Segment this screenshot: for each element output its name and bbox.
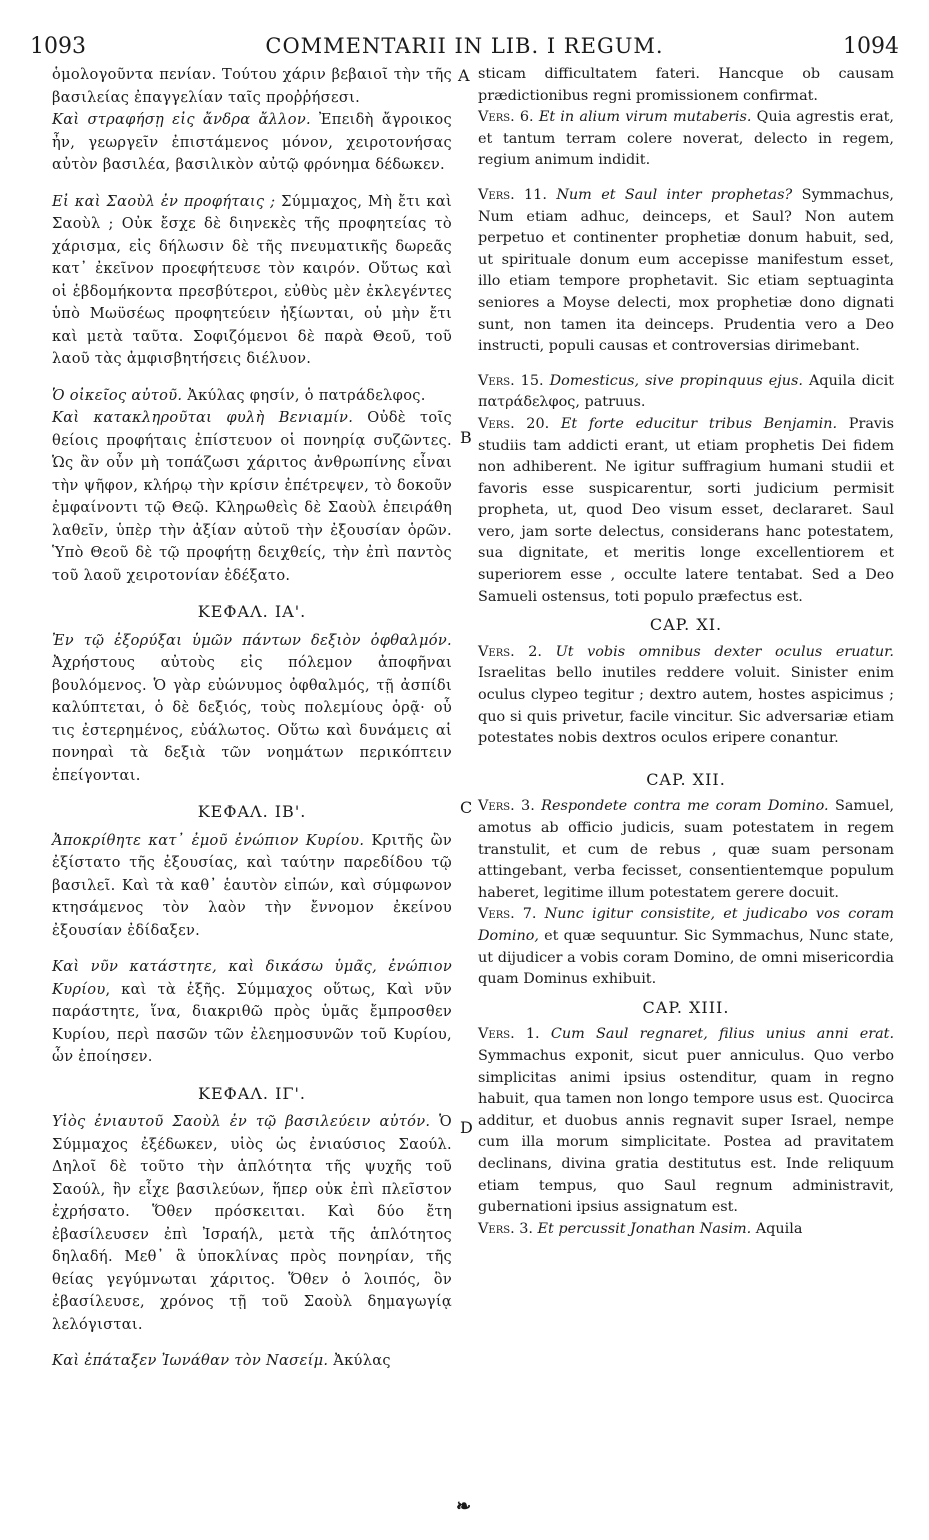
latin-paragraph xyxy=(478,371,894,414)
margin-marker-d: D xyxy=(460,1118,473,1137)
chapter-heading-greek: ΚΕΦΑΛ. ΙΒ'. xyxy=(197,802,307,821)
verse-number: Vers. 7. xyxy=(478,906,537,923)
latin-text: Israelitas bello inutiles reddere voluit. Sinister enim oculus clypeo tegitur ; dextro autem, hostes aspicimus ; quo si quis privetur, facile vincitur. Sic adversariæ etiam potestates nobis dextros oculos eripere conantur. xyxy=(478,665,894,747)
page-header xyxy=(30,34,899,64)
latin-text: Aquila xyxy=(751,1220,803,1237)
verse-number: Vers. 3. xyxy=(478,1220,533,1237)
latin-text: Aquila dicit πατράδελφος, patruus. xyxy=(478,372,894,411)
greek-paragraph xyxy=(52,64,452,109)
latin-lemma: Et in alium virum mutaberis. xyxy=(538,109,752,126)
greek-paragraph xyxy=(52,1350,452,1373)
greek-lemma: Ὁ οἰκεῖος αὐτοῦ. xyxy=(52,386,183,404)
latin-lemma: Domesticus, sive propinquus ejus. xyxy=(549,372,803,389)
latin-paragraph xyxy=(478,414,894,608)
greek-paragraph xyxy=(52,630,452,788)
latin-paragraph xyxy=(478,904,894,990)
greek-text: Κριτῆς ὢν ἐξίστατο τῆς ἐξουσίας, καὶ ταύτην παρεδίδου τῷ βασιλεῖ. Καὶ τὰ καθ᾽ ἑαυτὸν εἰπών, καὶ σύμφωνον κτησάμενος τὸν λαὸν τὴν ἔννομον ἐκείνου ἐξουσίαν ἐδίδαξεν. xyxy=(52,831,452,939)
greek-lemma: Καὶ νῦν κατάστητε, καὶ δικάσω ὑμᾶς, ἐνώπιον Κυρίου xyxy=(52,958,452,998)
latin-column xyxy=(478,64,894,1240)
latin-paragraph xyxy=(478,64,894,107)
chapter-heading-latin: CAP. XII. xyxy=(646,769,726,789)
greek-paragraph xyxy=(52,385,452,408)
greek-paragraph xyxy=(52,407,452,587)
greek-text: Οὐδὲ τοῖς θείοις προφήταις ἐπίστευον οἱ πονηρίᾳ συζῶντες. Ὡς ἂν οὖν μὴ τοπάζωσι χάριτος ἀνθρωπίνης εἶναι τὴν ψῆφον, κλήρῳ τὴν κρίσιν ἐπέτρεψεν, τὸ δοκοῦν ἐμφαίνοντι τῷ Θεῷ. Κληρωθεὶς δὲ Σαοὺλ ἐπειράθη λαθεῖν, ὑπὲρ τὴν ἀξίαν αὐτοῦ τὴν ἐξουσίαν ὁρῶν. Ὑπὸ Θεοῦ δὲ τῷ προφήτῃ δειχθείς, τὴν ἐπὶ παντὸς τοῦ λαοῦ χειροτονίαν ἐδέξατο. xyxy=(52,409,452,584)
verse-number: Vers. 15. xyxy=(478,372,544,389)
latin-text: Quia agrestis erat, et tantum terram colere noverat, delecto in regem, regium animum indidit. xyxy=(478,109,895,169)
verse-number: Vers. 1. xyxy=(478,1026,540,1043)
greek-column xyxy=(52,64,452,1373)
margin-marker-b: B xyxy=(460,428,472,447)
latin-text: Symmachus exponit, sicut puer anniculus. Quo verbo simplicitas animi ipsius ostenditur, quam in regno habuit, qua tamen non longo tempore usus est. Quocirca additur, et duobus annis regnavit super Israel, nempe cum illa morum simplicitate. Postea ad pravitatem declinans, divina gratia destitutus est. Inde reliquum etiam tempus, quo Saul regnum administravit, gubernationi ipsius assignatum est. xyxy=(478,1047,894,1216)
latin-text: Pravis studiis tam addicti erant, ut etiam prophetis Dei fidem non adhiberent. Ne igitur suffragium humani studii et favoris esse suspicarentur, sorti judicium permisit propheta, ut, quod Deo visum esset, declararet. Saul vero, jam sorte delectus, considerans hanc potestatem, sua dignitate, et meritis longe excellentiorem et superiorem esse , occulte latere tentabat. Sed a Deo Samueli ostensus, toti populo præfectus est. xyxy=(478,415,895,605)
greek-paragraph xyxy=(52,109,452,177)
verse-number: Vers. 11. xyxy=(478,186,547,203)
greek-text: Ὁ Σύμμαχος ἐξέδωκεν, υἱὸς ὡς ἐνιαύσιος Σαούλ. Δηλοῖ δὲ τοῦτο τὴν ἁπλότητα τῆς ψυχῆς τοῦ Σαούλ, ἣν εἶχε βασιλεύων, ἥπερ οὐκ ἐπὶ πλεῖστον ἐχρήσατο. Ὅθεν πρόσκειται. Καὶ δύο ἔτη ἐβασίλευσεν ἐπὶ Ἰσραήλ, μετὰ τῆς ἁπλότητος δηλαδή. Μεθ᾽ ἃ ὑποκλίνας πρὸς πονηρίαν, τῆς θείας γεγύμνωται χάριτος. Ὅθεν ὁ λοιπός, ὃν ἐβασίλευσε, χρόνος τῇ τοῦ Σαοὺλ δημαγωγίᾳ λελόγισται. xyxy=(52,1113,453,1333)
chapter-heading-greek: ΚΕΦΑΛ. ΙΑ'. xyxy=(197,602,307,621)
latin-lemma: Et forte educitur tribus Benjamin. xyxy=(560,415,838,432)
verse-number: Vers. 2. xyxy=(478,643,542,660)
greek-lemma: Καὶ κατακληροῦται φυλὴ Βενιαμίν. xyxy=(52,409,354,426)
latin-paragraph xyxy=(478,642,894,750)
greek-text: Ἐπειδὴ ἄγροικος ἦν, γεωργεῖν ἐπιστάμενος μόνον, χειροτονήσας αὐτὸν βασιλέα, βασιλικὸν αὐτῷ φρόνημα δέδωκεν. xyxy=(52,111,452,173)
greek-text: Ἀκύλας φησίν, ὁ πατράδελφος. xyxy=(182,386,426,404)
latin-paragraph xyxy=(478,1024,894,1218)
running-title: COMMENTARII IN LIB. I REGUM. xyxy=(265,34,664,58)
greek-lemma: Ἐν τῷ ἐξορύξαι ὑμῶν πάντων δεξιὸν ὀφθαλμόν. xyxy=(52,631,452,649)
printer-ornament: ❧ xyxy=(456,1496,472,1517)
greek-lemma: Καὶ στραφήσῃ εἰς ἄνδρα ἄλλον. xyxy=(52,111,311,128)
latin-paragraph xyxy=(478,185,894,358)
latin-lemma: Et percussit Jonathan Nasim. xyxy=(537,1220,752,1237)
latin-paragraph xyxy=(478,107,894,172)
greek-lemma: Εἰ καὶ Σαοὺλ ἐν προφήταις ; xyxy=(52,192,276,210)
greek-text: Ἀχρήστους αὐτοὺς εἰς πόλεμον ἀποφῆναι βουλόμενος. Ὁ γὰρ εὐώνυμος ὀφθαλμός, τῇ ἀσπίδι καλύπτεται, ὁ δὲ δεξιός, τοὺς πολεμίους ὁρᾷ· οὗ τις ἐστερημένος, εὐάλωτος. Οὕτω καὶ δυνάμεις αἱ πονηραὶ τὰ δεξιὰ τῶν νοημάτων περικόπτειν ἐπείγονται. xyxy=(52,654,452,784)
margin-marker-a: A xyxy=(458,66,470,85)
latin-text: Symmachus, Num etiam adhuc, deinceps, et Saul? Non autem perpetuo et continenter prophetiæ donum habuit, sed, ut spirituale donum eum accepisse manifestum esset, illo etiam tempore prophetavit. Sic etiam septuaginta seniores a Moyse delecti, mox prophetiæ dono dignati sunt, non tamen ita deinceps. Prudentia vero a Deo instructi, populi causas et controversias dirimebant. xyxy=(478,186,894,355)
latin-lemma: Nunc igitur consistite, et judicabo vos coram Domino, xyxy=(478,906,894,944)
latin-lemma: Respondete contra me coram Domino. xyxy=(541,798,829,815)
page-number-left: 1093 xyxy=(30,34,86,59)
latin-paragraph xyxy=(478,796,894,904)
margin-marker-c: C xyxy=(460,798,473,817)
greek-paragraph xyxy=(52,956,452,1069)
chapter-heading-latin: CAP. XIII. xyxy=(642,997,730,1017)
latin-text: sticam difficultatem fateri. Hancque ob causam prædictionibus regni promissionem confirmat. xyxy=(478,66,894,104)
latin-lemma: Ut vobis omnibus dexter oculus eruatur. xyxy=(555,643,894,660)
greek-text: Σύμμαχος, Μὴ ἔτι καὶ Σαοὺλ ; Οὐκ ἔσχε δὲ διηνεκὲς τῆς προφητείας τὸ χάρισμα, εἰς δήλωσιν δὲ τῆς πνευματικῆς δωρεᾶς κατ᾽ ἐκεῖνον προεφήτευσε τὸν καιρόν. Οὕτως καὶ οἱ ἑβδομήκοντα πρεσβύτεροι, εὐθὺς μὲν ἐκλεγέντες ὑπὸ Μωϋσέως προφητεύειν ἠξίωνται, οὐ μὴν ἔτι καὶ μετὰ ταῦτα. Σοφιζόμενοι δὲ παρὰ Θεοῦ, τοῦ λαοῦ τὰς ἀμφισβητήσεις διέλυον. xyxy=(52,192,452,367)
greek-paragraph xyxy=(52,191,452,371)
verse-number: Vers. 6. xyxy=(478,109,534,126)
verse-number: Vers. 3. xyxy=(478,798,535,815)
verse-number: Vers. 20. xyxy=(478,415,550,432)
latin-text: Samuel, amotus ab officio judicis, suam potestatem in regem transtulit, et cum de rebus , quæ suam personam attingebant, verba fecisset, consentientemque populum haberet, legitime illum potestatem gerere docuit. xyxy=(478,798,895,901)
greek-lemma: Υἱὸς ἐνιαυτοῦ Σαοὺλ ἐν τῷ βασιλεύειν αὐτόν. xyxy=(52,1113,431,1130)
greek-lemma: Ἀποκρίθητε κατ᾽ ἐμοῦ ἐνώπιον Κυρίου. xyxy=(52,831,365,849)
latin-lemma: Cum Saul regnaret, filius unius anni erat. xyxy=(550,1026,895,1043)
latin-text: et quæ sequuntur. Sic Symmachus, Nunc state, ut dijudicer a vobis coram Domino, de omni misericordia quam Dominus exhibuit. xyxy=(478,927,894,988)
page-number-right: 1094 xyxy=(843,34,899,59)
greek-lemma: Καὶ ἐπάταξεν Ἰωνάθαν τὸν Νασείμ. xyxy=(52,1352,329,1369)
greek-paragraph xyxy=(52,830,452,943)
greek-paragraph xyxy=(52,1111,452,1336)
latin-lemma: Num et Saul inter prophetas? xyxy=(556,186,793,203)
greek-text: ὁμολογοῦντα πενίαν. Τούτου χάριν βεβαιοῖ τὴν τῆς βασιλείας ἐπαγγελίαν ταῖς προῤῥήσεσι. xyxy=(52,66,452,106)
greek-text: , καὶ τὰ ἑξῆς. Σύμμαχος οὕτως, Καὶ νῦν παράστητε, ἵνα, διακριθῶ πρὸς ὑμᾶς ἔμπροσθεν Κυρίου, περὶ πασῶν τῶν ἐλεημοσυνῶν τοῦ Κυρίου, ὧν ἐποίησεν. xyxy=(52,980,452,1065)
latin-paragraph xyxy=(478,1219,894,1241)
greek-text: Ἀκύλας xyxy=(328,1352,391,1369)
chapter-heading-latin: CAP. XI. xyxy=(649,615,723,635)
chapter-heading-greek: ΚΕΦΑΛ. ΙΓ'. xyxy=(198,1083,306,1103)
